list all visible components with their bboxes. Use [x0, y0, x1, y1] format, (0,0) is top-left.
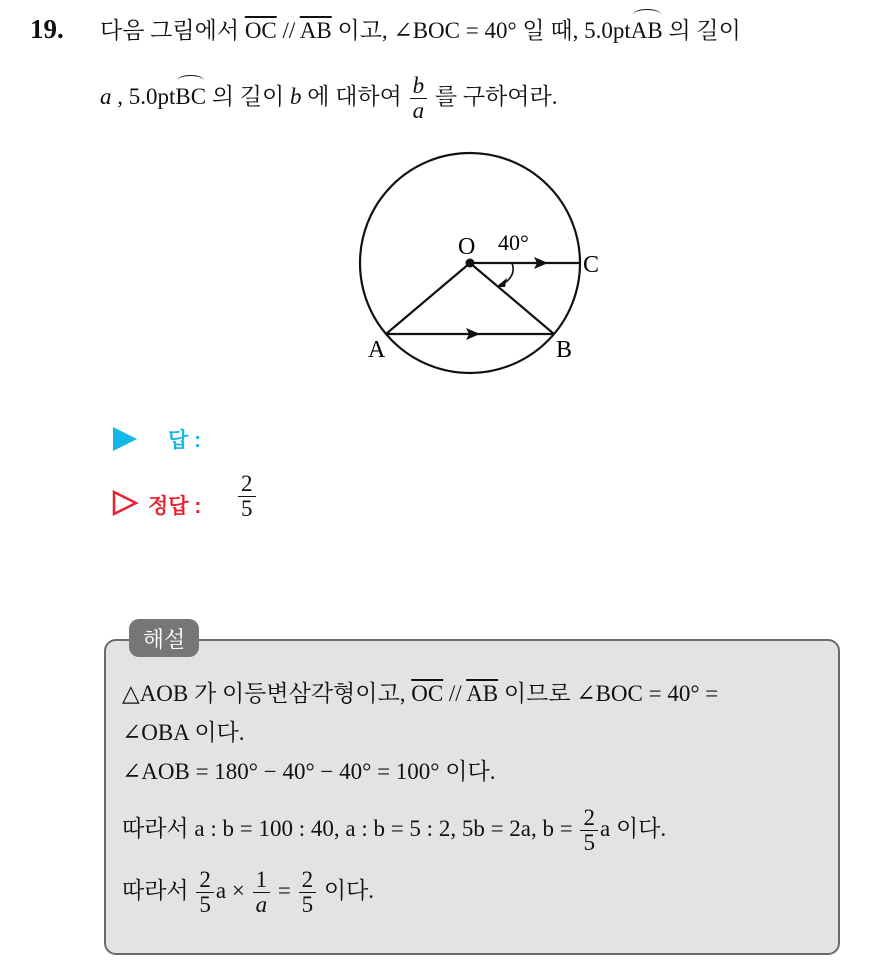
segment-ab: $\overline{AB}$: [466, 681, 499, 706]
denominator: a: [412, 98, 425, 124]
fraction: [299, 868, 317, 917]
denominator: 5: [301, 892, 314, 918]
text: a ×: [215, 877, 251, 903]
numerator: 2: [299, 868, 317, 893]
text: =: [272, 877, 297, 903]
fraction-b-over-a: [410, 74, 428, 123]
text: 따라서 a : b = 100 : 40, a : b = 5 : 2, 5b = 2a, b =: [122, 815, 579, 841]
solution-line-2: ∠OBA 이다.: [122, 720, 245, 745]
text: , 5.0pt: [111, 83, 176, 109]
problem-line-2: [100, 74, 557, 123]
text: //: [276, 18, 300, 43]
text: △AOB 가 이등변삼각형이고,: [122, 681, 412, 706]
correct-answer-label: 정답 :: [148, 495, 202, 518]
numerator: 2: [238, 472, 256, 497]
text: //: [443, 681, 467, 706]
arc-bc: BC: [175, 80, 206, 114]
arc-ab: AB: [631, 14, 663, 48]
label-a: A: [368, 337, 386, 363]
text: 이다.: [318, 877, 375, 903]
answer-label: 답 :: [168, 429, 202, 452]
label-o: O: [458, 234, 476, 260]
text: 의 길이: [662, 18, 741, 43]
solution-tag: 해설: [129, 619, 199, 657]
problem-line-1: [100, 14, 741, 48]
text: 이므로 ∠BOC = 40° =: [498, 681, 719, 706]
solution-line-3: ∠AOB = 180° − 40° − 40° = 100° 이다.: [122, 759, 496, 784]
text: 의 길이: [206, 83, 290, 109]
fraction: [580, 806, 598, 855]
segment-oa-line: [386, 263, 470, 334]
answer-marker-icon: [112, 426, 140, 452]
solution-line-4: [122, 806, 666, 855]
fraction: [253, 868, 271, 917]
label-angle: 40°: [498, 230, 529, 255]
segment-oc: $\overline{OC}$: [411, 681, 444, 706]
fraction: [196, 868, 214, 917]
denominator: 5: [583, 830, 595, 856]
var-b: b: [289, 83, 302, 109]
circle-figure: [340, 140, 620, 390]
text: 따라서: [122, 877, 195, 903]
correct-marker-icon: [112, 490, 140, 516]
problem-number: 19.: [30, 14, 64, 44]
label-c: C: [583, 252, 600, 278]
var-a: a: [100, 83, 112, 109]
solution-line-1: [122, 677, 718, 711]
denominator: a: [255, 892, 268, 918]
angle-arc: [506, 263, 513, 282]
numerator: 2: [196, 868, 214, 893]
fraction-2-over-5: [238, 472, 256, 521]
segment-oc: $\overline{OC}$: [244, 18, 277, 43]
text: 다음 그림에서: [100, 18, 245, 43]
text: 이고, ∠BOC = 40° 일 때, 5.0pt: [331, 18, 631, 43]
denominator: 5: [199, 892, 211, 918]
segment-ab: $\overline{AB}$: [299, 18, 332, 43]
label-b: B: [556, 337, 573, 363]
text: a 이다.: [599, 815, 667, 841]
numerator: b: [410, 74, 428, 99]
numerator: 2: [580, 806, 598, 831]
text: 에 대하여: [301, 83, 408, 109]
denominator: 5: [241, 496, 253, 522]
numerator: 1: [253, 868, 271, 893]
correct-answer-value: [236, 472, 258, 521]
text: 를 구하여라.: [429, 83, 558, 109]
solution-line-5: [122, 868, 374, 917]
